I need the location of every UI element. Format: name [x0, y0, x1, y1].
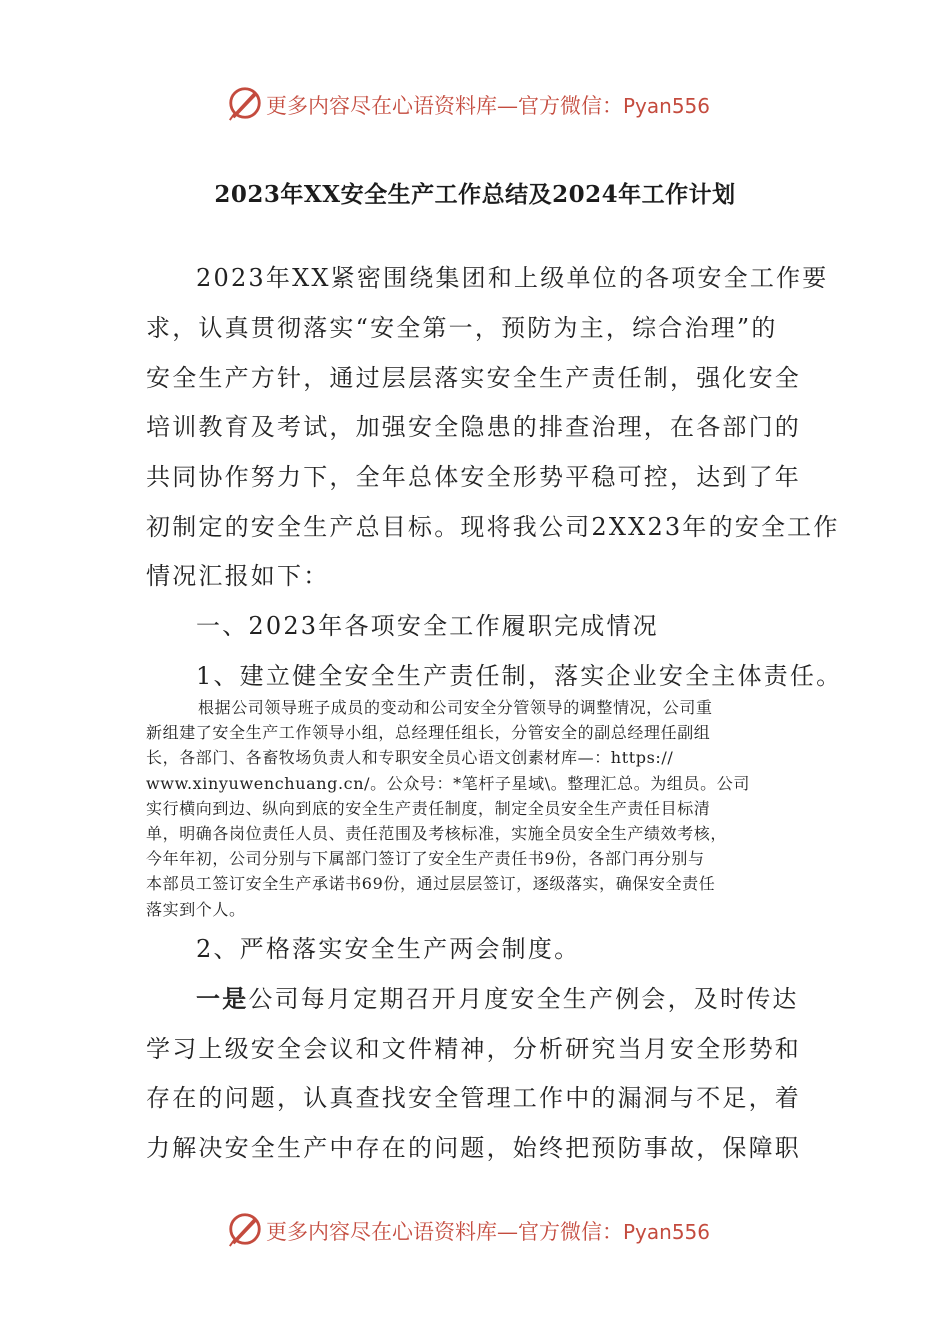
detail-line-5: 实行横向到边、纵向到底的安全生产责任制度，制定全员安全生产责任目标清	[146, 798, 711, 818]
item2-first: 公司每月定期召开月度安全生产例会，及时传达	[248, 985, 799, 1013]
intro-line-6: 初制定的安全生产总目标。现将我公司2XX23年的安全工作	[146, 513, 840, 541]
intro-line-4: 培训教育及考试，加强安全隐患的排查治理，在各部门的	[146, 413, 801, 441]
intro-line-3: 安全生产方针，通过层层落实安全生产责任制，强化安全	[146, 364, 801, 392]
banner-main: 更多内容尽在心语资料库	[266, 94, 497, 118]
banner-wechat: Pyan556	[623, 1220, 711, 1244]
banner-dash: —	[497, 94, 518, 118]
detail-line-7: 今年年初，公司分别与下属部门签订了安全生产责任书9份，各部门再分别与	[146, 849, 705, 869]
detail-line-6: 单，明确各岗位责任人员、责任范围及考核标准，实施全员安全生产绩效考核，	[146, 824, 728, 844]
intro-line-1: 2023年XX紧密围绕集团和上级单位的各项安全工作要	[196, 264, 829, 292]
item-heading-1: 1、建立健全安全生产责任制，落实企业安全主体责任。	[196, 662, 843, 690]
intro-line-5: 共同协作努力下，全年总体安全形势平稳可控，达到了年	[146, 463, 801, 491]
header-watermark-banner	[0, 82, 950, 126]
banner-text	[266, 90, 710, 120]
detail-line-3: 长，各部门、各畜牧场负责人和专职安全员心语文创素材库—：https://	[146, 748, 674, 768]
item1-detail-paragraph	[146, 695, 816, 922]
intro-line-7: 情况汇报如下：	[146, 562, 330, 590]
item2-line-3: 存在的问题，认真查找安全管理工作中的漏洞与不足，着	[146, 1084, 801, 1112]
banner-main: 更多内容尽在心语资料库	[266, 1220, 497, 1244]
detail-line-9: 落实到个人。	[146, 899, 246, 919]
item2-line-4: 力解决安全生产中存在的问题，始终把预防事故，保障职	[146, 1134, 801, 1162]
banner-sub: 官方微信：	[518, 94, 623, 118]
footer-watermark-banner	[0, 1208, 950, 1252]
detail-line-2: 新组建了安全生产工作领导小组，总经理任组长，分管安全的副总经理任副组	[146, 723, 711, 743]
intro-line-2: 求，认真贯彻落实“安全第一，预防为主，综合治理”的	[146, 314, 778, 342]
detail-line-4: www.xinyuwenchuang.cn/。公众号：*笔杆子星域\。整理汇总。为组员。公司	[146, 773, 750, 793]
pen-logo-icon	[226, 1210, 264, 1248]
banner-wechat: Pyan556	[623, 94, 711, 118]
detail-line-1: 根据公司领导班子成员的变动和公司安全分管领导的调整情况，公司重	[198, 698, 713, 717]
pen-logo-icon	[226, 84, 264, 122]
document-title: 2023年XX安全生产工作总结及2024年工作计划	[214, 181, 736, 208]
banner-sub: 官方微信：	[518, 1220, 623, 1244]
detail-line-8: 本部员工签订安全生产承诺书69份，通过层层签订，逐级落实，确保安全责任	[146, 874, 716, 894]
item2-lead: 一是	[196, 984, 249, 1013]
item2-line-2: 学习上级安全会议和文件精神，分析研究当月安全形势和	[146, 1035, 801, 1063]
section-heading-1: 一、2023年各项安全工作履职完成情况	[196, 612, 659, 640]
item2-line-1	[196, 979, 876, 1014]
banner-dash: —	[497, 1220, 518, 1244]
banner-text	[266, 1216, 710, 1246]
item-heading-2: 2、严格落实安全生产两会制度。	[196, 935, 581, 963]
